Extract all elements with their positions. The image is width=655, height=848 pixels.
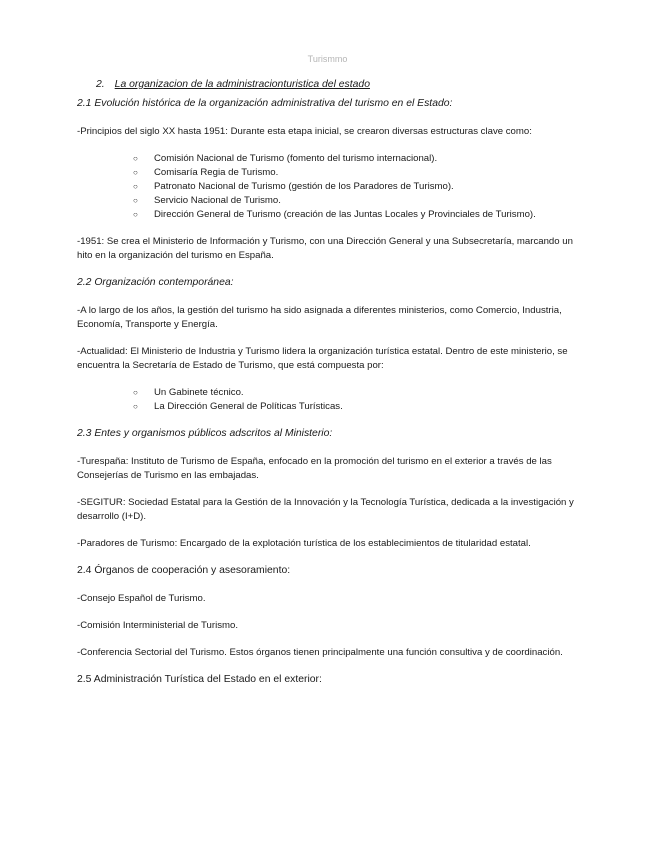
paragraph: -A lo largo de los años, la gestión del turismo ha sido asignada a diferentes ministerios, como Comercio, Industria, Economía, Transporte y Energía. — [77, 305, 562, 330]
list-item — [133, 152, 579, 166]
list-item — [133, 194, 579, 208]
list-item — [133, 400, 579, 414]
paragraph: -Consejo Español de Turismo. — [77, 593, 206, 604]
list-item-text: Comisaría Regia de Turismo. — [154, 167, 279, 178]
list-item-text: La Dirección General de Políticas Turísticas. — [154, 401, 343, 412]
bullet-list — [77, 386, 579, 414]
section-number: 2. — [96, 79, 105, 90]
paragraph: -Paradores de Turismo: Encargado de la explotación turística de los establecimientos de titularidad estatal. — [77, 538, 531, 549]
list-item — [133, 208, 579, 222]
paragraph: -Conferencia Sectorial del Turismo. Estos órganos tienen principalmente una función consultiva y de coordinación. — [77, 647, 563, 658]
paragraph: -Principios del siglo XX hasta 1951: Durante esta etapa inicial, se crearon diversas estructuras clave como: — [77, 126, 532, 137]
paragraph: -Actualidad: El Ministerio de Industria y Turismo lidera la organización turística estatal. Dentro de este ministerio, se encuentra la Secretaría de Estado de Turismo, que está compuesta por: — [77, 346, 568, 371]
list-item — [133, 180, 579, 194]
list-item-text: Patronato Nacional de Turismo (gestión de los Paradores de Turismo). — [154, 181, 454, 192]
paragraph: -SEGITUR: Sociedad Estatal para la Gestión de la Innovación y la Tecnología Turística, dedicada a la investigación y desarrollo (I+D). — [77, 497, 574, 522]
list-item — [133, 386, 579, 400]
paragraph: -Comisión Interministerial de Turismo. — [77, 620, 239, 631]
list-item — [133, 166, 579, 180]
circle-bullet-icon: ○ — [133, 388, 138, 397]
circle-bullet-icon: ○ — [133, 182, 138, 191]
list-item-text: Servicio Nacional de Turismo. — [154, 195, 281, 206]
paragraph: -Turespaña: Instituto de Turismo de España, enfocado en la promoción del turismo en el exterior a través de las Consejerías de Turismo en las embajadas. — [77, 456, 552, 481]
circle-bullet-icon: ○ — [133, 210, 138, 219]
heading-2-5: 2.5 Administración Turística del Estado en el exterior: — [77, 674, 322, 685]
list-item-text: Dirección General de Turismo (creación de las Juntas Locales y Provinciales de Turismo). — [154, 209, 536, 220]
circle-bullet-icon: ○ — [133, 154, 138, 163]
page-header: Turismmo — [307, 54, 348, 64]
document-body — [77, 97, 579, 701]
heading-2-3: 2.3 Entes y organismos públicos adscritos al Ministerio: — [77, 428, 333, 439]
heading-2-1: 2.1 Evolución histórica de la organización administrativa del turismo en el Estado: — [77, 98, 453, 109]
section-title-text: La organizacion de la administracionturistica del estado — [114, 79, 370, 90]
paragraph: -1951: Se crea el Ministerio de Información y Turismo, con una Dirección General y una Subsecretaría, marcando un hito en la organización del turismo en España. — [77, 236, 573, 261]
circle-bullet-icon: ○ — [133, 402, 138, 411]
circle-bullet-icon: ○ — [133, 196, 138, 205]
bullet-list — [77, 152, 579, 222]
list-item-text: Un Gabinete técnico. — [154, 387, 244, 398]
section-title — [96, 78, 370, 92]
heading-2-2: 2.2 Organización contemporánea: — [77, 277, 234, 288]
circle-bullet-icon: ○ — [133, 168, 138, 177]
heading-2-4: 2.4 Órganos de cooperación y asesoramiento: — [77, 565, 291, 576]
list-item-text: Comisión Nacional de Turismo (fomento del turismo internacional). — [154, 153, 438, 164]
